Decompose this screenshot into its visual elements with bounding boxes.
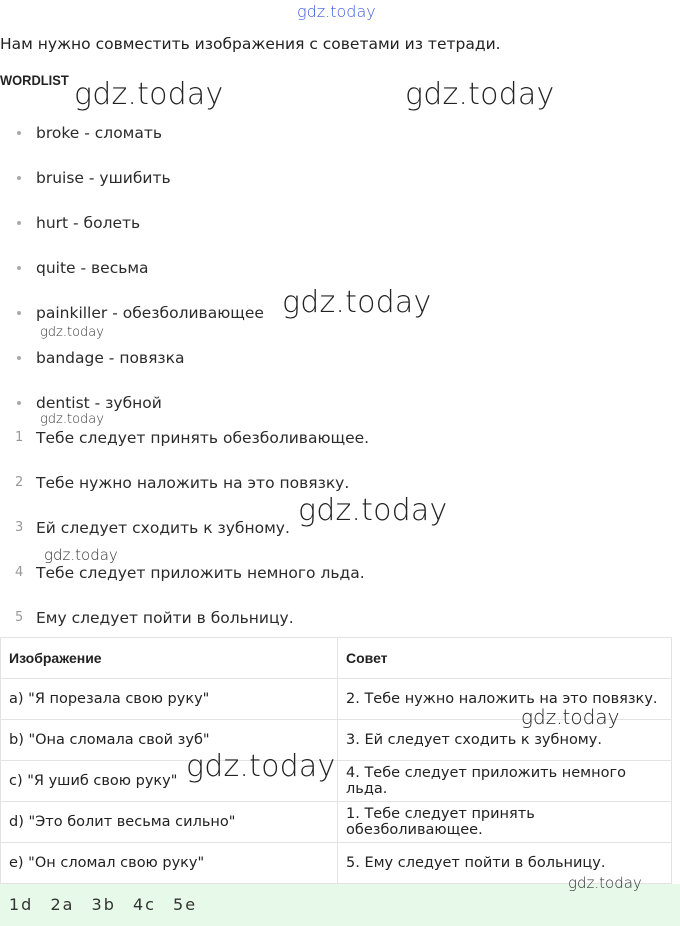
watermark: gdz.today xyxy=(298,493,448,528)
watermark: gdz.today xyxy=(40,325,104,340)
column-header: Совет xyxy=(338,638,672,679)
list-item: 3 Ей следует сходить к зубному. xyxy=(15,519,290,537)
bullet-icon xyxy=(17,311,21,315)
matching-table xyxy=(0,637,672,884)
table-cell: 3. Ей следует сходить к зубному. xyxy=(338,720,672,761)
list-item: painkiller - обезболивающее xyxy=(0,296,680,341)
watermark: gdz.today xyxy=(40,412,104,427)
watermark: gdz.today xyxy=(405,77,555,112)
bullet-icon xyxy=(17,356,21,360)
table-cell: 2. Тебе нужно наложить на это повязку. xyxy=(338,679,672,720)
list-item: 4 Тебе следует приложить немного льда. xyxy=(15,564,365,582)
tips-list xyxy=(0,422,680,647)
watermark: gdz.today xyxy=(568,874,642,892)
table-row xyxy=(1,761,672,802)
word-list xyxy=(0,116,680,431)
watermark: gdz.today xyxy=(521,705,620,729)
watermark: gdz.today xyxy=(74,77,224,112)
table-cell: 5. Ему следует пойти в больницу. xyxy=(338,843,672,884)
table-cell: 4. Тебе следует приложить немного льда. xyxy=(338,761,672,802)
answer-item: 1d xyxy=(9,895,34,914)
table-cell: e) "Он сломал свою руку" xyxy=(1,843,338,884)
list-item: quite - весьма xyxy=(0,251,680,296)
intro-text: Нам нужно совместить изображения с советами из тетради. xyxy=(0,35,501,53)
wordlist-title: WORDLIST xyxy=(0,72,69,88)
watermark: gdz.today xyxy=(282,285,432,320)
watermark: gdz.today xyxy=(44,546,118,564)
watermark: gdz.today xyxy=(186,749,336,784)
bullet-icon xyxy=(17,221,21,225)
list-item: dentist - зубной xyxy=(0,386,680,431)
column-header: Изображение xyxy=(1,638,338,679)
table-cell: c) "Я ушиб свою руку" xyxy=(1,761,338,802)
answer-item: 3b xyxy=(91,895,116,914)
bullet-icon xyxy=(17,401,21,405)
list-item: bandage - повязка xyxy=(0,341,680,386)
list-item: broke - сломать xyxy=(0,116,680,161)
watermark-top: gdz.today xyxy=(297,2,376,21)
list-item: hurt - болеть xyxy=(0,206,680,251)
list-item: 5 Ему следует пойти в больницу. xyxy=(15,609,294,627)
list-item: bruise - ушибить xyxy=(0,161,680,206)
list-item: 1 Тебе следует принять обезболивающее. xyxy=(15,429,370,447)
bullet-icon xyxy=(17,176,21,180)
list-item: 2 Тебе нужно наложить на это повязку. xyxy=(15,474,350,492)
answer-item: 2a xyxy=(50,895,75,914)
table-cell: 1. Тебе следует принять обезболивающее. xyxy=(338,802,672,843)
table-cell: a) "Я порезала свою руку" xyxy=(1,679,338,720)
bullet-icon xyxy=(17,266,21,270)
table-cell: d) "Это болит весьма сильно" xyxy=(1,802,338,843)
table-row xyxy=(1,802,672,843)
table-header-row xyxy=(1,638,672,679)
answer-item: 4c xyxy=(132,895,156,914)
table-cell: b) "Она сломала свой зуб" xyxy=(1,720,338,761)
bullet-icon xyxy=(17,131,21,135)
answer-item: 5e xyxy=(173,895,198,914)
